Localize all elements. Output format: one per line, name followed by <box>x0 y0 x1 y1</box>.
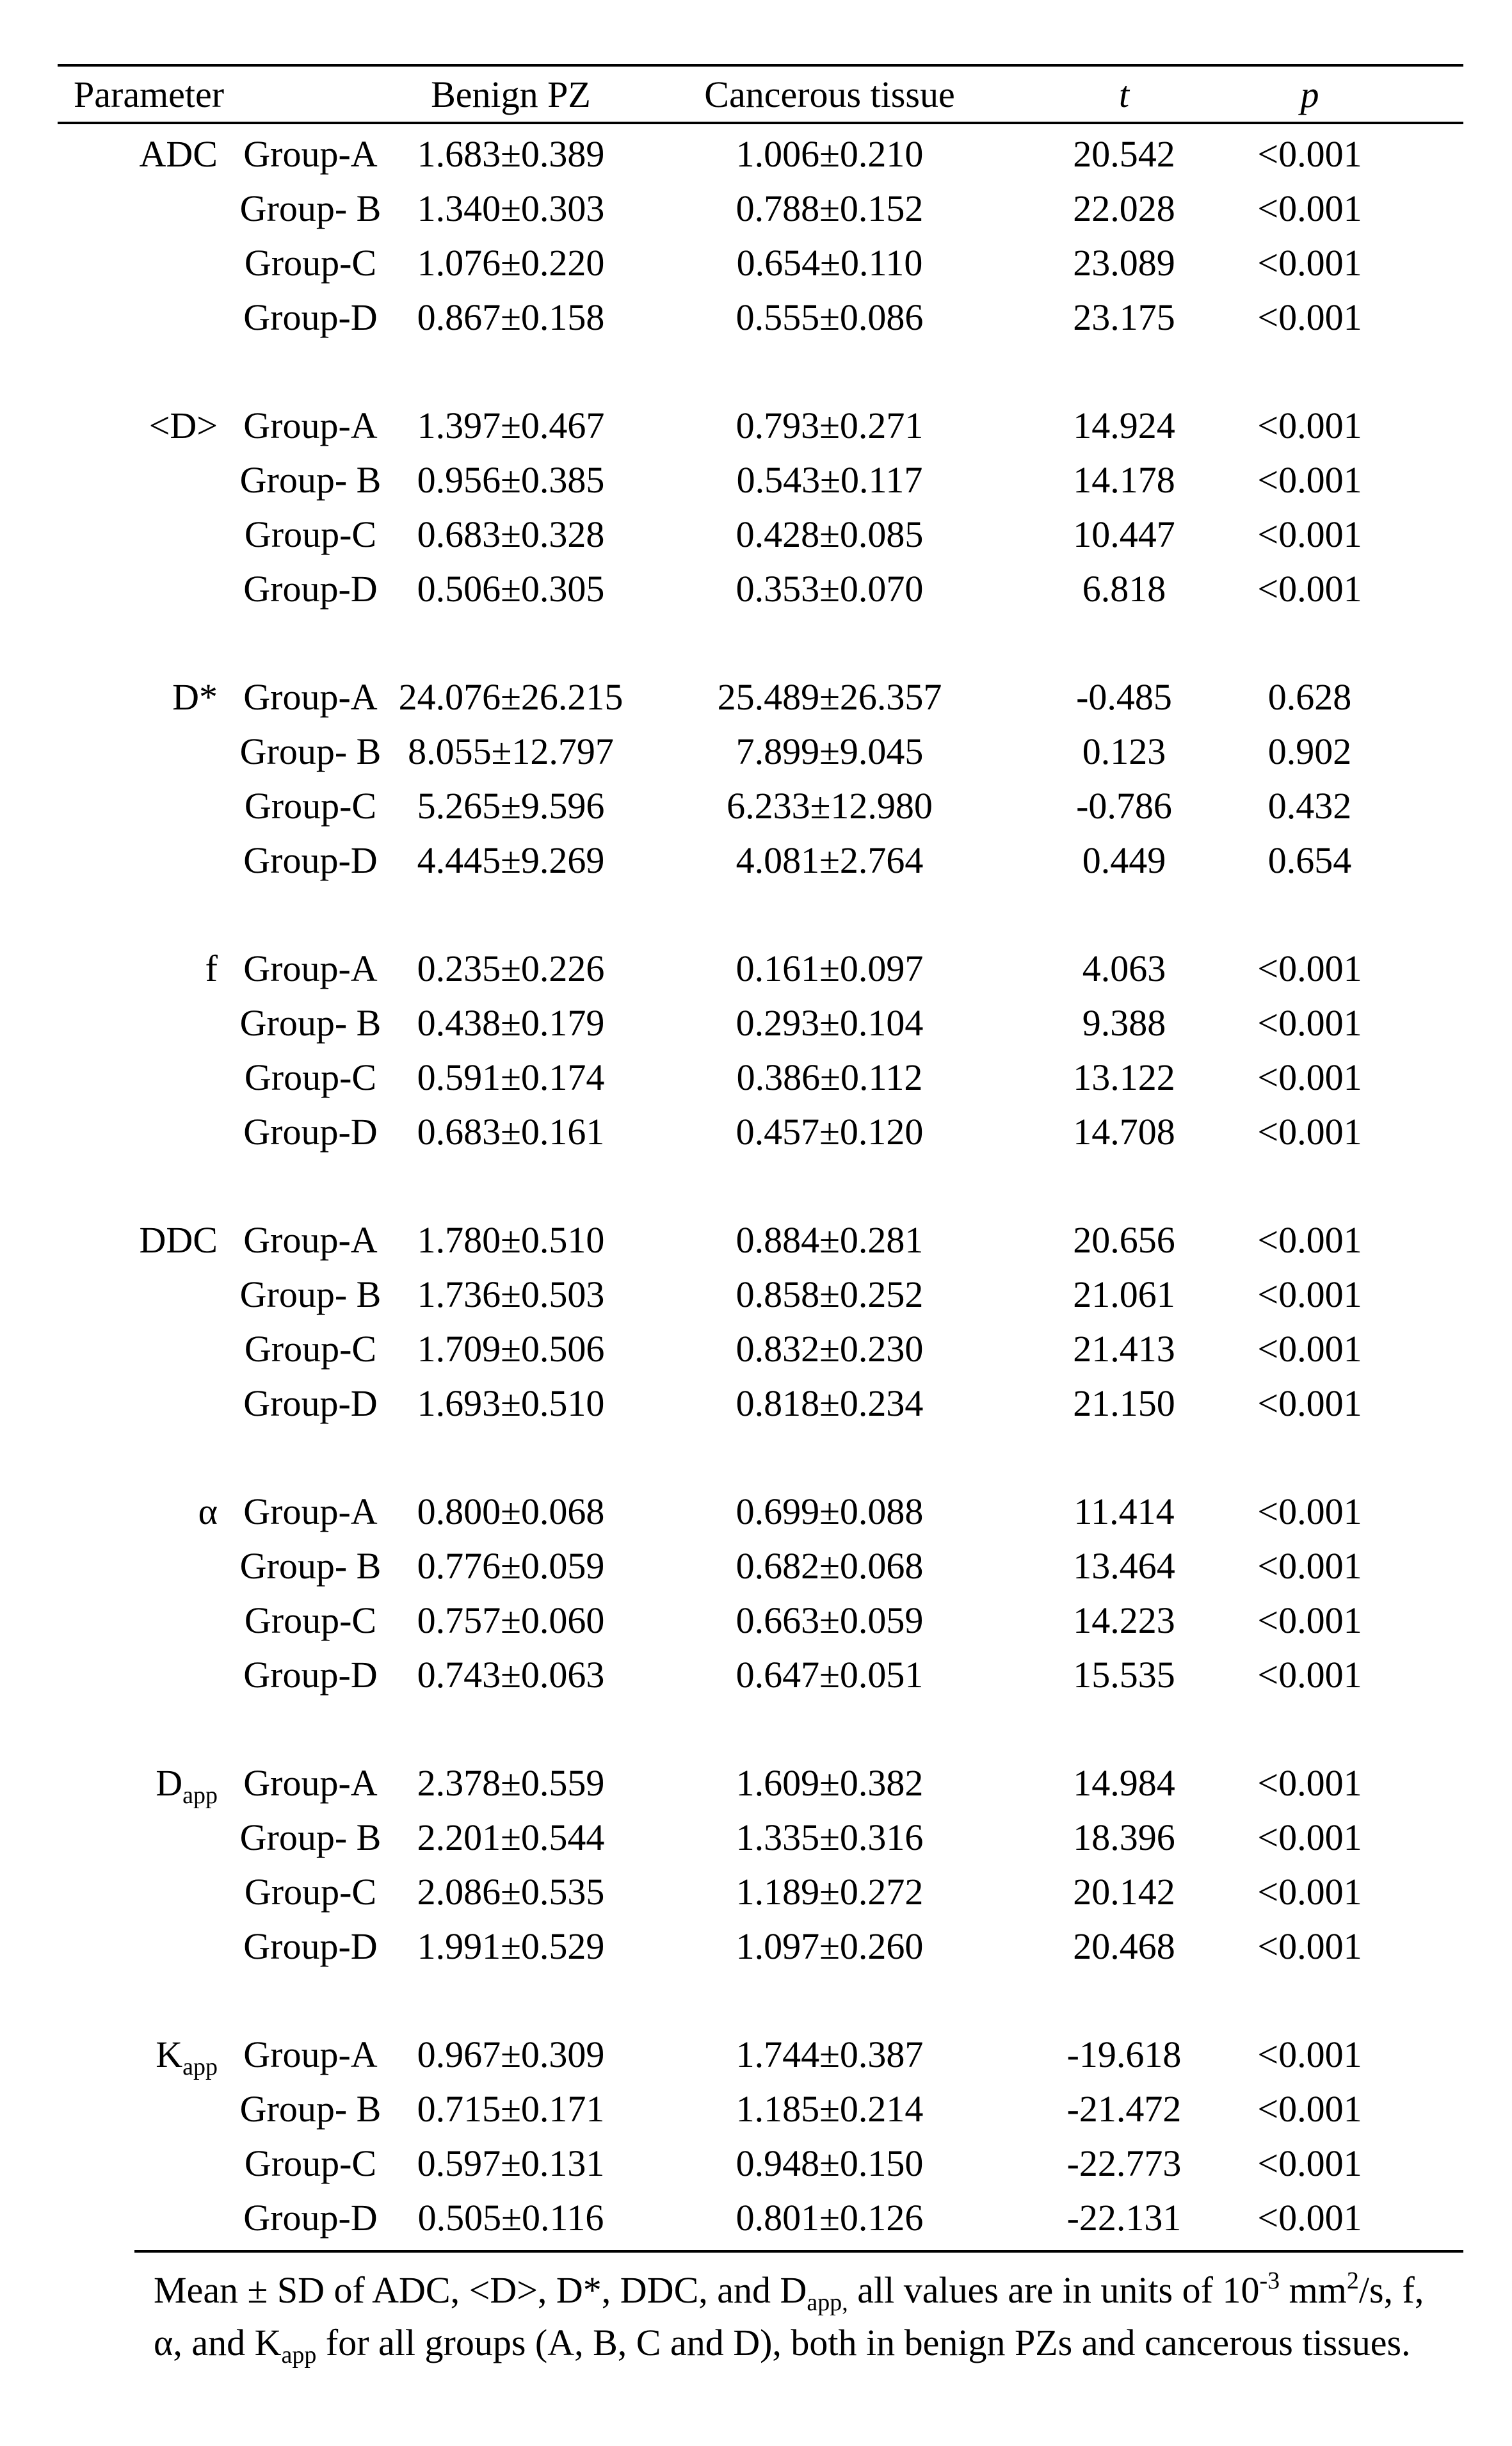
parameter-block <box>58 127 1463 344</box>
benign-value-cell: 2.086±0.535 <box>417 1871 605 1913</box>
table-row <box>58 941 1463 996</box>
parameter-cell <box>58 676 230 718</box>
t-value-cell: 14.223 <box>1073 1600 1175 1641</box>
cancer-value-cell: 7.899±9.045 <box>736 731 924 772</box>
cancer-value-cell: 0.788±0.152 <box>736 188 924 229</box>
parameter-label: DDC <box>139 1219 218 1261</box>
cancer-value-cell: 0.647±0.051 <box>736 1654 924 1696</box>
parameter-label: D <box>156 1762 183 1804</box>
group-cell: Group-A <box>243 1219 378 1261</box>
p-value-cell: <0.001 <box>1257 1762 1362 1804</box>
group-cell: Group-C <box>244 785 377 827</box>
header-benign: Benign PZ <box>431 73 591 115</box>
parameter-label: f <box>205 948 218 989</box>
parameter-block <box>58 670 1463 887</box>
table-row <box>58 833 1463 887</box>
benign-value-cell: 4.445±9.269 <box>417 839 605 881</box>
table-bottom-rule <box>134 2250 1463 2253</box>
p-value-cell: <0.001 <box>1257 514 1362 555</box>
group-cell: Group-C <box>244 1057 377 1098</box>
t-value-cell: 15.535 <box>1073 1654 1175 1696</box>
benign-value-cell: 1.340±0.303 <box>417 188 605 229</box>
parameter-cell <box>58 1219 230 1261</box>
group-cell: Group- B <box>239 188 382 229</box>
cancer-value-cell: 0.858±0.252 <box>736 1274 924 1315</box>
cancer-value-cell: 0.663±0.059 <box>736 1600 924 1641</box>
p-value-cell: <0.001 <box>1257 1600 1362 1641</box>
benign-value-cell: 1.076±0.220 <box>417 242 605 284</box>
header-parameter: Parameter <box>74 73 225 115</box>
t-value-cell: 4.063 <box>1082 948 1166 989</box>
t-value-cell: 0.123 <box>1082 731 1166 772</box>
t-value-cell: 20.142 <box>1073 1871 1175 1913</box>
table-row <box>58 127 1463 181</box>
benign-value-cell: 0.683±0.328 <box>417 514 605 555</box>
p-value-cell: <0.001 <box>1257 459 1362 501</box>
table-row <box>58 724 1463 779</box>
group-cell: Group-C <box>244 514 377 555</box>
table-row <box>58 290 1463 344</box>
footnote-sub2: app <box>281 2342 317 2369</box>
parameter-block <box>58 1484 1463 1702</box>
group-cell: Group-A <box>243 405 378 446</box>
parameter-block <box>58 941 1463 1159</box>
parameter-label: <D> <box>149 405 218 446</box>
parameter-cell <box>58 947 230 990</box>
group-cell: Group-A <box>243 1491 378 1532</box>
p-value-cell: <0.001 <box>1257 2088 1362 2130</box>
table-row <box>58 2191 1463 2245</box>
cancer-value-cell: 0.818±0.234 <box>736 1382 924 1424</box>
group-cell: Group-A <box>243 133 378 175</box>
table-row <box>58 562 1463 616</box>
benign-value-cell: 8.055±12.797 <box>408 731 614 772</box>
table-row <box>58 181 1463 236</box>
group-cell: Group- B <box>239 2088 382 2130</box>
p-value-cell: <0.001 <box>1257 1002 1362 1044</box>
p-value-cell: <0.001 <box>1257 405 1362 446</box>
p-value-cell: 0.432 <box>1267 785 1352 827</box>
table-row <box>58 1050 1463 1105</box>
benign-value-cell: 1.736±0.503 <box>417 1274 605 1315</box>
t-value-cell: 14.984 <box>1073 1762 1175 1804</box>
cancer-value-cell: 0.793±0.271 <box>736 405 924 446</box>
t-value-cell: -19.618 <box>1066 2034 1182 2075</box>
cancer-value-cell: 1.006±0.210 <box>736 133 924 175</box>
cancer-value-cell: 1.335±0.316 <box>736 1817 924 1858</box>
group-cell: Group- B <box>239 1817 382 1858</box>
table-row <box>58 398 1463 453</box>
p-value-cell: 0.902 <box>1267 731 1352 772</box>
benign-value-cell: 0.776±0.059 <box>417 1545 605 1587</box>
group-cell: Group- B <box>239 1274 382 1315</box>
table-row <box>58 236 1463 290</box>
benign-value-cell: 0.867±0.158 <box>417 296 605 338</box>
p-value-cell: <0.001 <box>1257 188 1362 229</box>
footnote-sub1: app, <box>807 2289 848 2316</box>
group-cell: Group-C <box>244 242 377 284</box>
cancer-value-cell: 0.386±0.112 <box>736 1057 923 1098</box>
t-value-cell: 10.447 <box>1073 514 1175 555</box>
parameter-subscript: app <box>182 2053 218 2080</box>
benign-value-cell: 0.800±0.068 <box>417 1491 605 1532</box>
p-value-cell: <0.001 <box>1257 1491 1362 1532</box>
table-row <box>58 1105 1463 1159</box>
t-value-cell: 21.150 <box>1073 1382 1175 1424</box>
p-value-cell: <0.001 <box>1257 1328 1362 1370</box>
table-row <box>58 670 1463 724</box>
benign-value-cell: 2.378±0.559 <box>417 1762 605 1804</box>
group-cell: Group- B <box>239 1002 382 1044</box>
group-cell: Group-D <box>243 1654 378 1696</box>
cancer-value-cell: 1.097±0.260 <box>736 1925 924 1967</box>
benign-value-cell: 1.991±0.529 <box>417 1925 605 1967</box>
group-cell: Group-C <box>244 1600 377 1641</box>
parameter-label: ADC <box>139 133 218 175</box>
group-cell: Group-D <box>243 1925 378 1967</box>
benign-value-cell: 0.757±0.060 <box>417 1600 605 1641</box>
parameter-block <box>58 1213 1463 1430</box>
t-value-cell: 0.449 <box>1082 839 1166 881</box>
group-cell: Group-A <box>243 2034 378 2075</box>
table-row <box>58 1539 1463 1593</box>
benign-value-cell: 0.743±0.063 <box>417 1654 605 1696</box>
footnote-sup1: -3 <box>1259 2267 1280 2294</box>
cancer-value-cell: 0.457±0.120 <box>736 1111 924 1153</box>
t-value-cell: 20.542 <box>1073 133 1175 175</box>
cancer-value-cell: 1.744±0.387 <box>736 2034 924 2075</box>
p-value-cell: <0.001 <box>1257 1545 1362 1587</box>
t-value-cell: -0.786 <box>1076 785 1172 827</box>
benign-value-cell: 0.505±0.116 <box>417 2197 604 2239</box>
p-value-cell: <0.001 <box>1257 296 1362 338</box>
cancer-value-cell: 0.353±0.070 <box>736 568 924 610</box>
t-value-cell: -22.131 <box>1066 2197 1182 2239</box>
t-value-cell: 20.656 <box>1073 1219 1175 1261</box>
cancer-value-cell: 0.543±0.117 <box>736 459 923 501</box>
benign-value-cell: 0.967±0.309 <box>417 2034 605 2075</box>
footnote-part3: mm <box>1280 2269 1347 2311</box>
table-row <box>58 2136 1463 2191</box>
header-t: t <box>1118 73 1130 115</box>
parameter-cell <box>58 2033 230 2080</box>
p-value-cell: <0.001 <box>1257 1111 1362 1153</box>
p-value-cell: 0.628 <box>1267 676 1352 718</box>
benign-value-cell: 0.438±0.179 <box>417 1002 605 1044</box>
parameter-block <box>58 398 1463 616</box>
table-row <box>58 1919 1463 1973</box>
cancer-value-cell: 0.293±0.104 <box>736 1002 924 1044</box>
p-value-cell: <0.001 <box>1257 1817 1362 1858</box>
group-cell: Group-D <box>243 296 378 338</box>
benign-value-cell: 1.780±0.510 <box>417 1219 605 1261</box>
header-p: p <box>1300 73 1319 115</box>
table-row <box>58 1648 1463 1702</box>
benign-value-cell: 0.597±0.131 <box>417 2142 605 2184</box>
benign-value-cell: 1.693±0.510 <box>417 1382 605 1424</box>
footnote-part2: all values are in units of 10 <box>848 2269 1260 2311</box>
t-value-cell: 14.708 <box>1073 1111 1175 1153</box>
table-row <box>58 1376 1463 1430</box>
parameter-cell <box>58 404 230 447</box>
parameter-cell <box>58 1762 230 1809</box>
group-cell: Group-A <box>243 1762 378 1804</box>
parameter-label: α <box>198 1491 218 1532</box>
parameter-subscript: app <box>182 1782 218 1809</box>
footnote-part4: /s, f, α, and K <box>154 2269 1424 2363</box>
parameter-block <box>58 2027 1463 2245</box>
p-value-cell: <0.001 <box>1257 948 1362 989</box>
table-row <box>58 996 1463 1050</box>
t-value-cell: -21.472 <box>1066 2088 1182 2130</box>
benign-value-cell: 24.076±26.215 <box>398 676 623 718</box>
p-value-cell: <0.001 <box>1257 133 1362 175</box>
group-cell: Group- B <box>239 1545 382 1587</box>
cancer-value-cell: 0.161±0.097 <box>736 948 924 989</box>
p-value-cell: <0.001 <box>1257 1219 1362 1261</box>
t-value-cell: 23.175 <box>1073 296 1175 338</box>
cancer-value-cell: 0.682±0.068 <box>736 1545 924 1587</box>
t-value-cell: 14.178 <box>1073 459 1175 501</box>
footnote-sup2: 2 <box>1346 2267 1359 2294</box>
benign-value-cell: 1.709±0.506 <box>417 1328 605 1370</box>
group-cell: Group-D <box>243 1382 378 1424</box>
parameter-cell <box>58 133 230 175</box>
t-value-cell: 11.414 <box>1074 1491 1175 1532</box>
benign-value-cell: 0.235±0.226 <box>417 948 605 989</box>
table-header-row <box>58 67 1463 124</box>
parameter-label: K <box>156 2034 183 2075</box>
table-row <box>58 1213 1463 1267</box>
benign-value-cell: 0.591±0.174 <box>417 1057 605 1098</box>
p-value-cell: <0.001 <box>1257 1871 1362 1913</box>
group-cell: Group-C <box>244 1328 377 1370</box>
cancer-value-cell: 0.428±0.085 <box>736 514 924 555</box>
p-value-cell: <0.001 <box>1257 2034 1362 2075</box>
p-value-cell: <0.001 <box>1257 242 1362 284</box>
t-value-cell: 18.396 <box>1073 1817 1175 1858</box>
t-value-cell: 21.413 <box>1073 1328 1175 1370</box>
benign-value-cell: 1.397±0.467 <box>417 405 605 446</box>
results-table <box>58 64 1463 2369</box>
p-value-cell: <0.001 <box>1257 568 1362 610</box>
table-row <box>58 453 1463 507</box>
table-row <box>58 2027 1463 2082</box>
cancer-value-cell: 25.489±26.357 <box>717 676 942 718</box>
cancer-value-cell: 1.609±0.382 <box>736 1762 924 1804</box>
group-cell: Group-D <box>243 568 378 610</box>
t-value-cell: 14.924 <box>1073 405 1175 446</box>
p-value-cell: 0.654 <box>1267 839 1352 881</box>
group-cell: Group-C <box>244 2142 377 2184</box>
group-cell: Group-A <box>243 948 378 989</box>
table-body <box>58 124 1463 2245</box>
t-value-cell: -0.485 <box>1076 676 1172 718</box>
p-value-cell: <0.001 <box>1257 2197 1362 2239</box>
benign-value-cell: 2.201±0.544 <box>417 1817 605 1858</box>
group-cell: Group-D <box>243 839 378 881</box>
table-row <box>58 779 1463 833</box>
p-value-cell: <0.001 <box>1257 1057 1362 1098</box>
cancer-value-cell: 0.832±0.230 <box>736 1328 924 1370</box>
group-cell: Group-C <box>244 1871 377 1913</box>
cancer-value-cell: 0.801±0.126 <box>736 2197 924 2239</box>
group-cell: Group- B <box>239 459 382 501</box>
group-cell: Group-D <box>243 2197 378 2239</box>
t-value-cell: 21.061 <box>1073 1274 1175 1315</box>
cancer-value-cell: 6.233±12.980 <box>727 785 933 827</box>
cancer-value-cell: 1.189±0.272 <box>736 1871 924 1913</box>
cancer-value-cell: 0.948±0.150 <box>736 2142 924 2184</box>
table-row <box>58 1267 1463 1322</box>
group-cell: Group- B <box>239 731 382 772</box>
table-row <box>58 507 1463 562</box>
p-value-cell: <0.001 <box>1257 1274 1362 1315</box>
cancer-value-cell: 0.884±0.281 <box>736 1219 924 1261</box>
t-value-cell: 13.464 <box>1073 1545 1175 1587</box>
table-row <box>58 1810 1463 1865</box>
cancer-value-cell: 0.555±0.086 <box>736 296 924 338</box>
table-row <box>58 1322 1463 1376</box>
cancer-value-cell: 4.081±2.764 <box>736 839 924 881</box>
t-value-cell: 20.468 <box>1073 1925 1175 1967</box>
table-footnote <box>154 2264 1460 2369</box>
benign-value-cell: 0.683±0.161 <box>417 1111 605 1153</box>
p-value-cell: <0.001 <box>1257 1925 1362 1967</box>
parameter-cell <box>58 1490 230 1533</box>
benign-value-cell: 0.956±0.385 <box>417 459 605 501</box>
p-value-cell: <0.001 <box>1257 1382 1362 1424</box>
t-value-cell: 6.818 <box>1082 568 1166 610</box>
cancer-value-cell: 1.185±0.214 <box>736 2088 924 2130</box>
t-value-cell: -22.773 <box>1066 2142 1182 2184</box>
header-cancer: Cancerous tissue <box>704 73 955 115</box>
parameter-label: D* <box>172 676 218 718</box>
table-row <box>58 1865 1463 1919</box>
benign-value-cell: 5.265±9.596 <box>417 785 605 827</box>
t-value-cell: 9.388 <box>1082 1002 1166 1044</box>
table-row <box>58 1593 1463 1648</box>
table-row <box>58 2082 1463 2136</box>
t-value-cell: 23.089 <box>1073 242 1175 284</box>
benign-value-cell: 0.715±0.171 <box>417 2088 605 2130</box>
benign-value-cell: 1.683±0.389 <box>417 133 605 175</box>
t-value-cell: 22.028 <box>1073 188 1175 229</box>
footnote-part5: for all groups (A, B, C and D), both in benign PZs and cancerous tissues. <box>316 2322 1411 2363</box>
t-value-cell: 13.122 <box>1073 1057 1175 1098</box>
group-cell: Group-D <box>243 1111 378 1153</box>
group-cell: Group-A <box>243 676 378 718</box>
table-row <box>58 1484 1463 1539</box>
p-value-cell: <0.001 <box>1257 1654 1362 1696</box>
benign-value-cell: 0.506±0.305 <box>417 568 605 610</box>
cancer-value-cell: 0.699±0.088 <box>736 1491 924 1532</box>
footnote-part1: Mean ± SD of ADC, <D>, D*, DDC, and D <box>154 2269 807 2311</box>
table-row <box>58 1756 1463 1810</box>
parameter-block <box>58 1756 1463 1973</box>
p-value-cell: <0.001 <box>1257 2142 1362 2184</box>
cancer-value-cell: 0.654±0.110 <box>736 242 923 284</box>
